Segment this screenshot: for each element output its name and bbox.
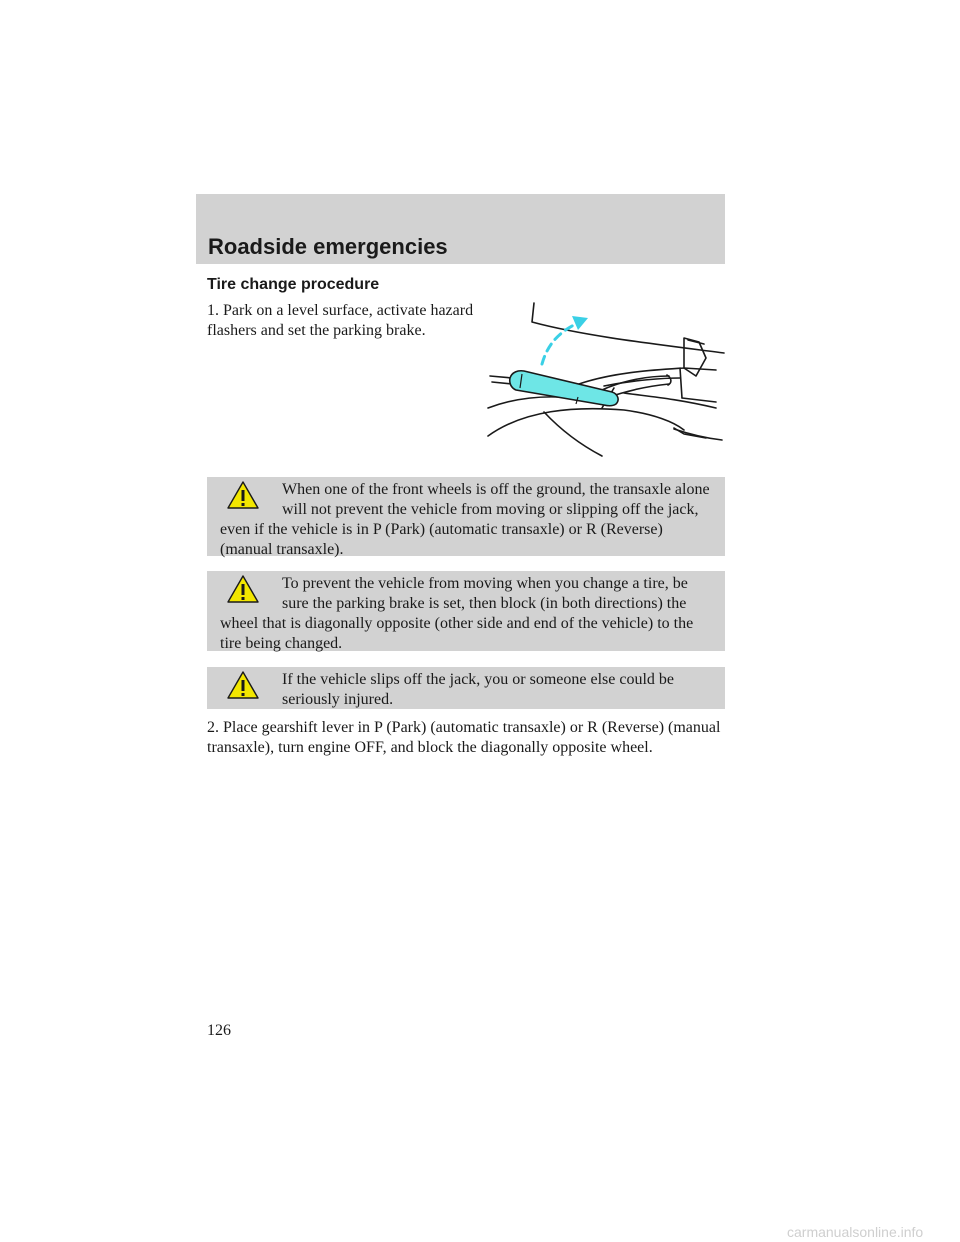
section-title: Roadside emergencies [208,234,448,259]
section-header-band [196,194,725,264]
warning-triangle-icon [226,574,260,604]
page-number: 126 [207,1022,231,1039]
watermark: carmanualsonline.info [787,1224,924,1240]
warning-text-3: If the vehicle slips off the jack, you or someone else could be seriously injured. [282,671,675,708]
parking-brake-illustration [484,298,726,460]
warning-text-1: When one of the front wheels is off the ground, the transaxle alone will not prevent the vehicle from moving or slipping off the jack, even if the vehicle is in P (Park) (automatic transaxle) or R (Reverse) (manual transaxle). [220,481,710,558]
warning-triangle-icon [226,670,260,700]
warning-box-3 [207,667,725,709]
warning-text-2: To prevent the vehicle from moving when you change a tire, be sure the parking brake is set, then block (in both directions) the wheel that is diagonally opposite (other side and end of the vehicle) to the tire being changed. [220,575,694,652]
warning-triangle-icon [226,480,260,510]
subheading: Tire change procedure [207,276,380,293]
warning-box-1 [207,477,725,556]
step-2-text: 2. Place gearshift lever in P (Park) (automatic transaxle) or R (Reverse) (manual transaxle), turn engine OFF, and block the diagonally opposite wheel. [207,719,721,756]
warning-box-2 [207,571,725,651]
step-1-text: 1. Park on a level surface, activate hazard flashers and set the parking brake. [207,302,474,339]
